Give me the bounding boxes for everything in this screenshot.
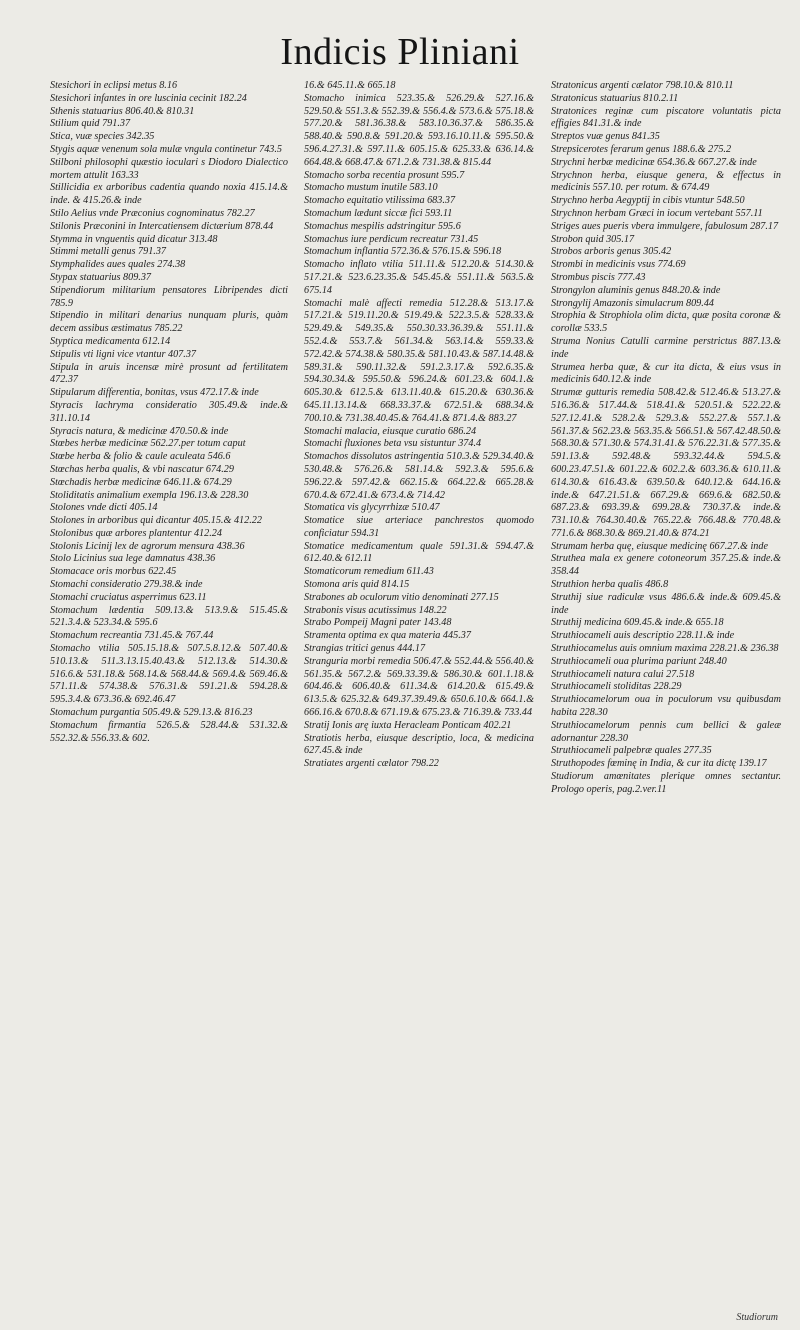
- index-entry: Stratiates argenti cælator 798.22: [304, 758, 439, 770]
- index-entry: Stipulis vti ligni vice vtantur 407.37: [50, 348, 197, 360]
- index-entry: Struthea mala ex genere cotoneorum 357.25.& inde.& 358.44: [551, 553, 781, 578]
- index-entry: Stratonices reginæ cum piscatore voluntatis picta effigies 841.31.& inde: [551, 105, 781, 130]
- index-entry: Stilium quid 791.37: [50, 118, 131, 130]
- index-entry: Stygis aquæ venenum sola mulæ vngula continetur 743.5: [50, 143, 283, 155]
- index-entry: Stomaticorum remedium 611.43: [304, 566, 434, 578]
- index-entry: Stomacho inflato vtilia 511.11.& 512.20.& 514.30.& 517.21.& 523.6.23.35.& 545.45.& 551.11.& 563.5.& 675.14: [304, 259, 534, 296]
- index-entry: Stolonis Licinij lex de agrorum mensura 438.36: [50, 540, 245, 552]
- index-entry: Strombi in medicinis vsus 774.69: [551, 259, 686, 271]
- index-entry: Struthij siue radiculæ vsus 486.6.& inde.& 609.45.& inde: [551, 591, 781, 616]
- index-entry: Strabones ab oculorum vitio denominati 277.15: [304, 591, 499, 603]
- index-entry: Strabonis visus acutissimus 148.22: [304, 604, 447, 616]
- index-entry: Stymma in vnguentis quid dicatur 313.48: [50, 233, 218, 245]
- index-entry: Strongylon aluminis genus 848.20.& inde: [551, 284, 721, 296]
- index-entry: Stratiotis herba, eiusque descriptio, loca, & medicina 627.45.& inde: [304, 732, 534, 757]
- index-entry: Struthiocameli palpebræ quales 277.35: [551, 745, 712, 757]
- index-entry: Stomatice medicamentum quale 591.31.& 594.47.& 612.40.& 612.11: [304, 540, 534, 565]
- index-entry: Stipularum differentia, bonitas, vsus 472.17.& inde: [50, 387, 259, 399]
- index-entry: Stranguria morbi remedia 506.47.& 552.44.& 556.40.& 561.35.& 567.2.& 569.33.39.& 586.30.& 601.1.18.& 604.46.& 606.40.& 611.34.& 614.20.& 615.49.& 613.5.& 625.32.& 649.37.39.49.& 650.6.10.& 664.1.& 666.16.& 670.8.& 671.19.& 675.23.& 716.39.& 733.44: [304, 655, 534, 719]
- index-column-2: [304, 80, 534, 771]
- index-entry: Stomachum firmantia 526.5.& 528.44.& 531.32.& 552.32.& 556.33.& 602.: [50, 719, 288, 744]
- index-entry: Struthopodes fœminę in India, & cur ita dictę 139.17: [551, 758, 767, 770]
- index-entry: Stomachum lædunt siccæ fici 593.11: [304, 207, 453, 219]
- index-entry: Stolones vnde dicti 405.14: [50, 502, 158, 514]
- index-entry: Stomacace oris morbus 622.45: [50, 566, 177, 578]
- index-entry: Stomachum purgantia 505.49.& 529.13.& 816.23: [50, 707, 253, 719]
- index-entry: Strangias tritici genus 444.17: [304, 643, 426, 655]
- index-entry: Strobon quid 305.17: [551, 233, 635, 245]
- index-entry: Struthiocamelorum pennis cum bellici & galeæ adornantur 228.30: [551, 719, 781, 744]
- index-entry: Stomacho mustum inutile 583.10: [304, 182, 438, 194]
- index-entry: Stilboni philosophi quæstio ioculari s Diodoro Dialectico mortem attulit 163.33: [50, 156, 288, 181]
- index-column-1: [50, 80, 288, 745]
- index-entry: Strychno herba Aegyptij in cibis vtuntur 548.50: [551, 195, 745, 207]
- index-entry: Stomacho equitatio vtilissima 683.37: [304, 195, 456, 207]
- index-entry: Stratonicus argenti cælator 798.10.& 810.11: [551, 80, 734, 91]
- index-entry: Strobos arboris genus 305.42: [551, 246, 672, 258]
- index-entry: Striges aues pueris vbera immulgere, fabulosum 287.17: [551, 220, 779, 232]
- index-entry: Struthiocamelus auis omnium maxima 228.21.& 236.38: [551, 643, 779, 655]
- index-entry: Stilo Aelius vnde Præconius cognominatus 782.27: [50, 207, 255, 219]
- index-entry: Stomachum inflantia 572.36.& 576.15.& 596.18: [304, 246, 502, 258]
- catchword: Studiorum: [736, 1312, 778, 1323]
- index-column-3: [551, 80, 781, 797]
- index-entry: Stipendiorum militarium pensatores Libripendes dicti 785.9: [50, 284, 288, 309]
- index-entry: Studiorum amœnitates plerique omnes sectantur. Prologo operis, pag.2.ver.11: [551, 771, 781, 795]
- index-entry: Stimmi metalli genus 791.37: [50, 246, 167, 258]
- index-entry: Struthij medicina 609.45.& inde.& 655.18: [551, 617, 724, 629]
- index-entry: Stomacho vtilia 505.15.18.& 507.5.8.12.& 507.40.& 510.13.& 511.3.13.15.40.43.& 512.13.& 514.30.& 516.6.& 531.18.& 568.14.& 568.44.& 569.4.& 569.46.& 571.11.& 574.38.& 576.31.& 591.21.& 594.28.& 595.3.4.& 673.36.& 692.46.47: [50, 643, 288, 706]
- index-entry: Stomatica vis glycyrrhizæ 510.47: [304, 502, 440, 514]
- index-entry: Strabo Pompeij Magni pater 143.48: [304, 617, 452, 629]
- index-entry: Stesichori infantes in ore luscinia cecinit 182.24: [50, 92, 247, 104]
- index-entry: Stoliditatis animalium exempla 196.13.& 228.30: [50, 489, 249, 501]
- index-entry: Styracis lachryma consideratio 305.49.& inde.& 311.10.14: [50, 399, 288, 424]
- index-entry: Sthenis statuarius 806.40.& 810.31: [50, 105, 195, 117]
- index-entry: Stœbe herba & folio & caule aculeata 546.6: [50, 451, 231, 463]
- index-entry: Strychnon herbam Græci in iocum vertebant 557.11: [551, 207, 763, 219]
- index-entry: Stœchas herba qualis, & vbi nascatur 674.29: [50, 463, 234, 475]
- index-entry: Struthiocameli stoliditas 228.29: [551, 681, 682, 693]
- index-entry: Stillicidia ex arboribus cadentia quando noxia 415.14.& inde. & 415.26.& inde: [50, 182, 288, 207]
- index-entry: Strombus piscis 777.43: [551, 271, 646, 283]
- index-entry: Styptica medicamenta 612.14: [50, 335, 171, 347]
- index-entry: Stomachi malacia, eiusque curatio 686.24: [304, 425, 477, 437]
- index-entry: Stymphalides aues quales 274.38: [50, 259, 186, 271]
- index-entry: Stomachum recreantia 731.45.& 767.44: [50, 630, 214, 642]
- index-entry: Stratij Ionis arę iuxta Heracleam Ponticam 402.21: [304, 719, 512, 731]
- index-entry: Stilonis Præconini in Intercatiensem dictærium 878.44: [50, 220, 274, 232]
- index-entry: Styracis natura, & medicinæ 470.50.& inde: [50, 425, 229, 437]
- index-entry: Stœchadis herbæ medicinæ 646.11.& 674.29: [50, 476, 232, 488]
- index-entry: Stomachus iure perdicum recreatur 731.45: [304, 233, 479, 245]
- index-entry: Strumea herba quæ, & cur ita dicta, & eius vsus in medicinis 640.12.& inde: [551, 361, 781, 386]
- index-entry: Struthiocameli natura calui 27.518: [551, 668, 695, 680]
- index-entry: Stomona aris quid 814.15: [304, 579, 410, 591]
- index-entry: Stomachi consideratio 279.38.& inde: [50, 579, 203, 591]
- index-entry: Stomachi malè affecti remedia 512.28.& 513.17.& 517.21.& 519.11.20.& 519.49.& 522.3.5.& 528.33.& 529.49.& 549.35.& 550.30.33.36.39.& 551.11.& 552.4.& 553.7.& 561.34.& 563.14.& 559.33.& 572.42.& 574.38.& 580.35.& 581.10.43.& 587.14.48.& 589.31.& 590.11.32.& 591.2.3.17.& 592.6.35.& 594.30.34.& 595.50.& 596.24.& 601.23.& 604.1.& 605.30.& 612.5.& 613.11.40.& 615.20.& 630.36.& 645.11.13.14.& 668.33.37.& 672.51.& 688.34.& 700.10.& 731.38.40.45.& 764.41.& 871.4.& 883.27: [304, 297, 534, 424]
- index-entry: Stica, vuæ species 342.35: [50, 131, 155, 143]
- index-entry: Stratonicus statuarius 810.2.11: [551, 92, 679, 104]
- index-entry: Strophia & Strophiola olim dicta, quæ posita coronæ & corollæ 533.5: [551, 310, 781, 335]
- index-entry: Strumam herba quę, eiusque medicinę 667.27.& inde: [551, 540, 769, 552]
- index-entry: Stomachi cruciatus asperrimus 623.11: [50, 591, 207, 603]
- index-entry: Stipendio in militari denarius nunquam pluris, quàm decem assibus æstimatus 785.22: [50, 310, 288, 335]
- index-entry: Struthiocameli auis descriptio 228.11.& inde: [551, 630, 735, 642]
- index-entry: Struthiocameli oua plurima pariunt 248.40: [551, 655, 727, 667]
- index-entry: Struthiocamelorum oua in poculorum vsu quibusdam habita 228.30: [551, 694, 781, 719]
- index-entry: Stomacho sorba recentia prosunt 595.7: [304, 169, 465, 181]
- index-entry: Struthion herba qualis 486.8: [551, 579, 669, 591]
- index-entry: Strongylij Amazonis simulacrum 809.44: [551, 297, 715, 309]
- index-entry: Stipula in aruis incensæ mirè prosunt ad fertilitatem 472.37: [50, 361, 288, 386]
- index-entry: Stomachi fluxiones beta vsu sistuntur 374.4: [304, 438, 482, 450]
- index-entry: Stesichori in eclipsi metus 8.16: [50, 80, 178, 91]
- index-entry: Stolo Licinius sua lege damnatus 438.36: [50, 553, 216, 565]
- index-entry: Stomatice siue arteriace panchrestos quomodo conficiatur 594.31: [304, 515, 534, 539]
- index-entry: Stomachos dissolutos astringentia 510.3.& 529.34.40.& 530.48.& 576.26.& 581.14.& 592.3.& 595.6.& 596.22.& 597.42.& 662.15.& 664.22.& 665.28.& 670.4.& 672.41.& 673.4.& 714.42: [304, 451, 534, 501]
- index-entry: Stolonibus quæ arbores plantentur 412.24: [50, 527, 222, 539]
- index-entry: Stomachum lædentia 509.13.& 513.9.& 515.45.& 521.3.4.& 523.34.& 595.6: [50, 604, 288, 629]
- index-entry: Stomachus mespilis adstringitur 595.6: [304, 220, 461, 232]
- index-entry: Stœbes herbæ medicinæ 562.27.per totum caput: [50, 438, 246, 450]
- index-entry: Stolones in arboribus qui dicantur 405.15.& 412.22: [50, 515, 262, 527]
- index-entry: Strychni herbæ medicinæ 654.36.& 667.27.& inde: [551, 156, 757, 168]
- index-entry: Stramenta optima ex qua materia 445.37: [304, 630, 471, 642]
- index-entry: Stomacho inimica 523.35.& 526.29.& 527.16.& 529.50.& 551.3.& 552.39.& 556.4.& 573.6.& 575.18.& 577.20.& 581.36.38.& 583.10.36.37.& 586.35.& 588.40.& 590.8.& 591.20.& 593.16.10.11.& 595.50.& 596.4.27.31.& 597.11.& 605.15.& 625.33.& 636.14.& 664.48.& 668.47.& 671.2.& 731.38.& 815.44: [304, 92, 534, 168]
- index-entry: Strepsicerotes ferarum genus 188.6.& 275.2: [551, 143, 732, 155]
- index-entry: Stypax statuarius 809.37: [50, 271, 152, 283]
- index-entry: 16.& 645.11.& 665.18: [304, 80, 396, 91]
- index-entry: Strumæ gutturis remedia 508.42.& 512.46.& 513.27.& 516.36.& 517.44.& 518.41.& 520.51.& 522.22.& 527.12.41.& 528.2.& 529.3.& 552.27.& 557.1.& 561.37.& 562.23.& 563.35.& 566.51.& 567.42.48.50.& 568.30.& 571.30.& 574.31.41.& 576.22.31.& 577.35.& 591.13.& 592.48.& 593.32.44.& 594.5.& 600.23.47.51.& 601.22.& 602.2.& 603.36.& 610.11.& 614.30.& 616.43.& 639.50.& 640.12.& 644.16.& inde.& 647.21.51.& 667.29.& 669.6.& 682.50.& 687.23.& 693.39.& 699.28.& 730.37.& inde.& 731.10.& 764.30.40.& 765.22.& 766.48.& 770.48.& 771.6.& 868.30.& 869.21.40.& 874.21: [551, 387, 781, 539]
- index-entry: Strychnon herba, eiusque genera, & effectus in medicinis 557.10. per rotum. & 674.49: [551, 169, 781, 194]
- index-entry: Streptos vuæ genus 841.35: [551, 131, 660, 143]
- index-entry: Struma Nonius Catulli carmine perstrictus 887.13.& inde: [551, 335, 781, 360]
- page-title: Indicis Pliniani: [280, 31, 520, 73]
